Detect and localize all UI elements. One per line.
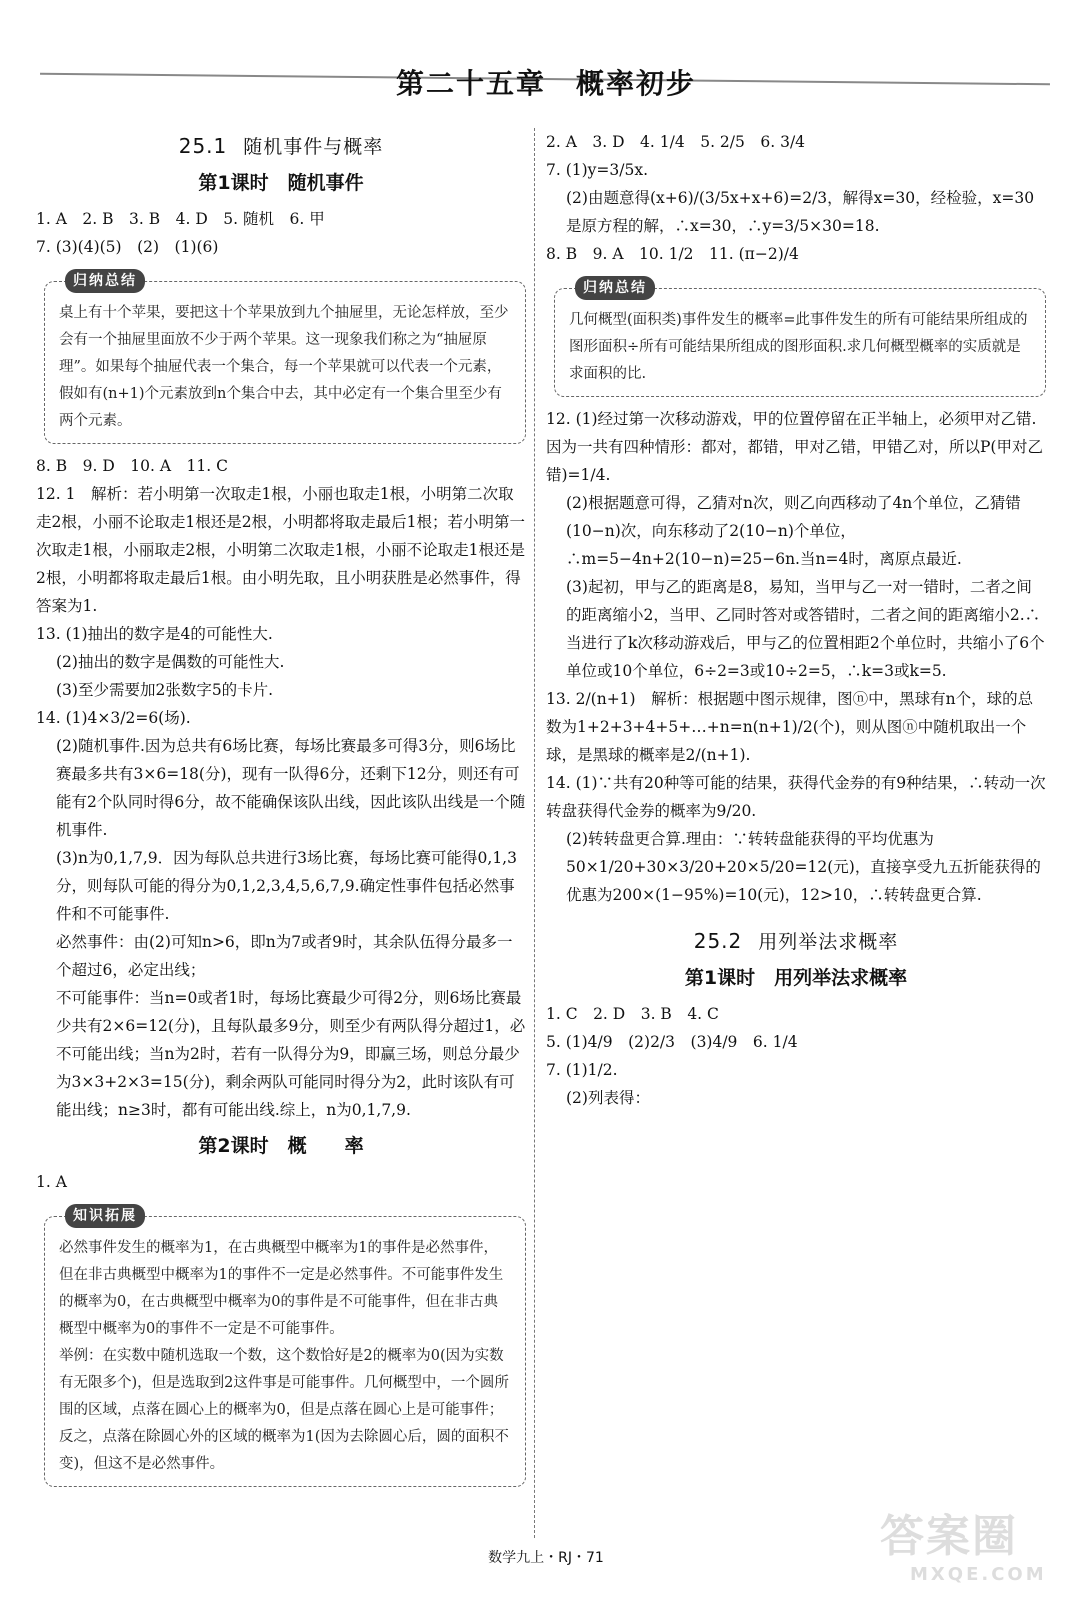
watermark-url: MXQE.COM bbox=[910, 1564, 1047, 1585]
answer-line: (2)根据题意可得，乙猜对n次，则乙向西移动了4n个单位，乙猜错(10−n)次，向东移动了2(10−n)个单位，∴m=5−4n+2(10−n)=25−6n.当n=4时，离原点最近. bbox=[566, 494, 1021, 568]
box-text: 必然事件发生的概率为1，在古典概型中概率为1的事件是必然事件，但在非古典概型中概率为1的事件不一定是必然事件。不可能事件发生的概率为0，在古典概型中概率为0的事件是不可能事件，但在非古典概型中概率为0的事件不一定是不可能事件。 bbox=[59, 1240, 504, 1337]
answer-line: (2)由题意得(x+6)/(3/5x+x+6)=2/3，解得x=30，经检验，x=30是原方程的解，∴x=30，∴y=3/5×30=18. bbox=[566, 189, 1035, 235]
answer-line: (2)随机事件.因为总共有6场比赛，每场比赛最多可得3分，则6场比赛最多共有3×6=18(分)，现有一队得6分，还剩下12分，则还有可能有2个队同时得6分，故不能确保该队出线，因此该队出线是一个随机事件. bbox=[56, 737, 526, 839]
right-column bbox=[546, 128, 1046, 1112]
answer-line: 13. (1)抽出的数字是4的可能性大. bbox=[36, 625, 273, 643]
lesson-title: 第1课时 用列举法求概率 bbox=[684, 967, 908, 989]
answer-line: 8. B 9. A 10. 1/2 11. (π−2)/4 bbox=[546, 245, 799, 263]
box-text: 桌上有十个苹果，要把这十个苹果放到九个抽屉里，无论怎样放，至少会有一个抽屉里面放不少于两个苹果。这一现象我们称之为“抽屉原理”。如果每个抽屉代表一个集合，每一个苹果就可以代表一个元素，假如有(n+1)个元素放到n个集合中去，其中必定有一个集合里至少有两个元素。 bbox=[59, 305, 509, 429]
summary-box bbox=[44, 273, 526, 444]
answer-line: 13. 2/(n+1) 解析：根据题中图示规律，图ⓝ中，黑球有n个，球的总数为1+2+3+4+5+…+n=n(n+1)/2(个)，则从图ⓝ中随机取出一个球，是黑球的概率是2/(n+1). bbox=[546, 690, 1034, 764]
answer-line: (3)至少需要加2张数字5的卡片. bbox=[56, 681, 274, 699]
section-number: 25.2 bbox=[693, 929, 743, 953]
answer-line: 1. A bbox=[36, 1173, 67, 1191]
section-heading bbox=[546, 927, 1046, 956]
watermark-text: 答案圈 bbox=[880, 1511, 1018, 1562]
answer-line: 8. B 9. D 10. A 11. C bbox=[36, 457, 228, 475]
answer-line: 14. (1)∵共有20种等可能的结果，获得代金券的有9种结果，∴转动一次转盘获得代金券的概率为9/20. bbox=[546, 774, 1046, 820]
answer-line: 1. A 2. B 3. B 4. D 5. 随机 6. 甲 bbox=[36, 210, 325, 228]
column-divider bbox=[534, 128, 535, 1538]
answer-line: (2)转转盘更合算.理由：∵转转盘能获得的平均优惠为50×1/20+30×3/20+20×5/20=12(元)，直接享受九五折能获得的优惠为200×(1−95%)=10(元)，12>10，∴转转盘更合算. bbox=[566, 830, 1041, 904]
answer-line: (3)起初，甲与乙的距离是8，易知，当甲与乙一对一错时，二者之间的距离缩小2，当甲、乙同时答对或答错时，二者之间的距离缩小2.∴当进行了k次移动游戏后，甲与乙的位置相距2个单位时，共缩小了6个单位或10个单位，6÷2=3或10÷2=5，∴k=3或k=5. bbox=[566, 578, 1045, 680]
answer-line: 7. (3)(4)(5) (2) (1)(6) bbox=[36, 238, 219, 256]
answer-line: 12. (1)经过第一次移动游戏，甲的位置停留在正半轴上，必须甲对乙错.因为一共有四种情形：都对，都错，甲对乙错，甲错乙对，所以P(甲对乙错)=1/4. bbox=[546, 410, 1043, 484]
answer-line: 7. (1)1/2. bbox=[546, 1061, 618, 1079]
section-heading bbox=[36, 132, 526, 161]
answer-line: 14. (1)4×3/2=6(场). bbox=[36, 709, 191, 727]
answer-line: 必然事件：由(2)可知n>6，即n为7或者9时，其余队伍得分最多一个超过6，必定出线； bbox=[56, 933, 513, 979]
section-number: 25.1 bbox=[178, 134, 228, 158]
lesson-title: 第2课时 概 率 bbox=[198, 1135, 364, 1157]
box-tag: 归纳总结 bbox=[575, 276, 655, 300]
answer-line: 12. 1 解析：若小明第一次取走1根，小丽也取走1根，小明第二次取走2根，小丽不论取走1根还是2根，小明都将取走最后1根；若小明第一次取走1根，小丽取走2根，小明第二次取走1根，小丽不论取走1根还是2根，小明都将取走最后1根。由小明先取，且小明获胜是必然事件，得答案为1. bbox=[36, 485, 525, 615]
answer-line: 不可能事件：当n=0或者1时，每场比赛最少可得2分，则6场比赛最少共有2×6=12(分)，且每队最多9分，则至少有两队得分超过1，必不可能出线；当n为2时，若有一队得分为9，即赢三场，则总分最少为3×3+2×3=15(分)，剩余两队可能同时得分为2，此时该队有可能出线；n≥3时，都有可能出线.综上，n为0,1,7,9. bbox=[56, 989, 526, 1119]
answer-line: (2)抽出的数字是偶数的可能性大. bbox=[56, 653, 285, 671]
watermark-logo bbox=[880, 1500, 1080, 1590]
left-column bbox=[36, 128, 526, 1495]
box-tag: 归纳总结 bbox=[65, 269, 145, 293]
box-tag: 知识拓展 bbox=[65, 1204, 145, 1228]
chapter-title: 第二十五章 概率初步 bbox=[395, 67, 696, 100]
box-text: 举例：在实数中随机选取一个数，这个数恰好是2的概率为0(因为实数有无限多个)，但是选取到2这件事是可能事件。几何概型中，一个圆所围的区域，点落在圆心上的概率为0，但是点落在圆心上是可能事件；反之，点落在除圆心外的区域的概率为1(因为去除圆心后，圆的面积不变)，但这不是必然事件。 bbox=[59, 1348, 509, 1472]
section-title: 用列举法求概率 bbox=[758, 931, 899, 953]
answer-line: 7. (1)y=3/5x. bbox=[546, 161, 649, 179]
page-footer: 数学九上・RJ・71 bbox=[488, 1550, 604, 1566]
answer-line: 5. (1)4/9 (2)2/3 (3)4/9 6. 1/4 bbox=[546, 1033, 798, 1051]
lesson-title: 第1课时 随机事件 bbox=[198, 172, 364, 194]
knowledge-box bbox=[44, 1208, 526, 1487]
answer-line: 2. A 3. D 4. 1/4 5. 2/5 6. 3/4 bbox=[546, 133, 806, 151]
answer-line: (3)n为0,1,7,9．因为每队总共进行3场比赛，每场比赛可能得0,1,3分，则每队可能的得分为0,1,2,3,4,5,6,7,9.确定性事件包括必然事件和不可能事件. bbox=[56, 849, 517, 923]
answer-line: 1. C 2. D 3. B 4. C bbox=[546, 1005, 719, 1023]
answer-line: (2)列表得： bbox=[566, 1089, 650, 1107]
box-text: 几何概型(面积类)事件发生的概率=此事件发生的所有可能结果所组成的图形面积÷所有可能结果所组成的图形面积.求几何概型概率的实质就是求面积的比. bbox=[569, 312, 1028, 382]
summary-box bbox=[554, 280, 1046, 397]
section-title: 随机事件与概率 bbox=[243, 136, 384, 158]
